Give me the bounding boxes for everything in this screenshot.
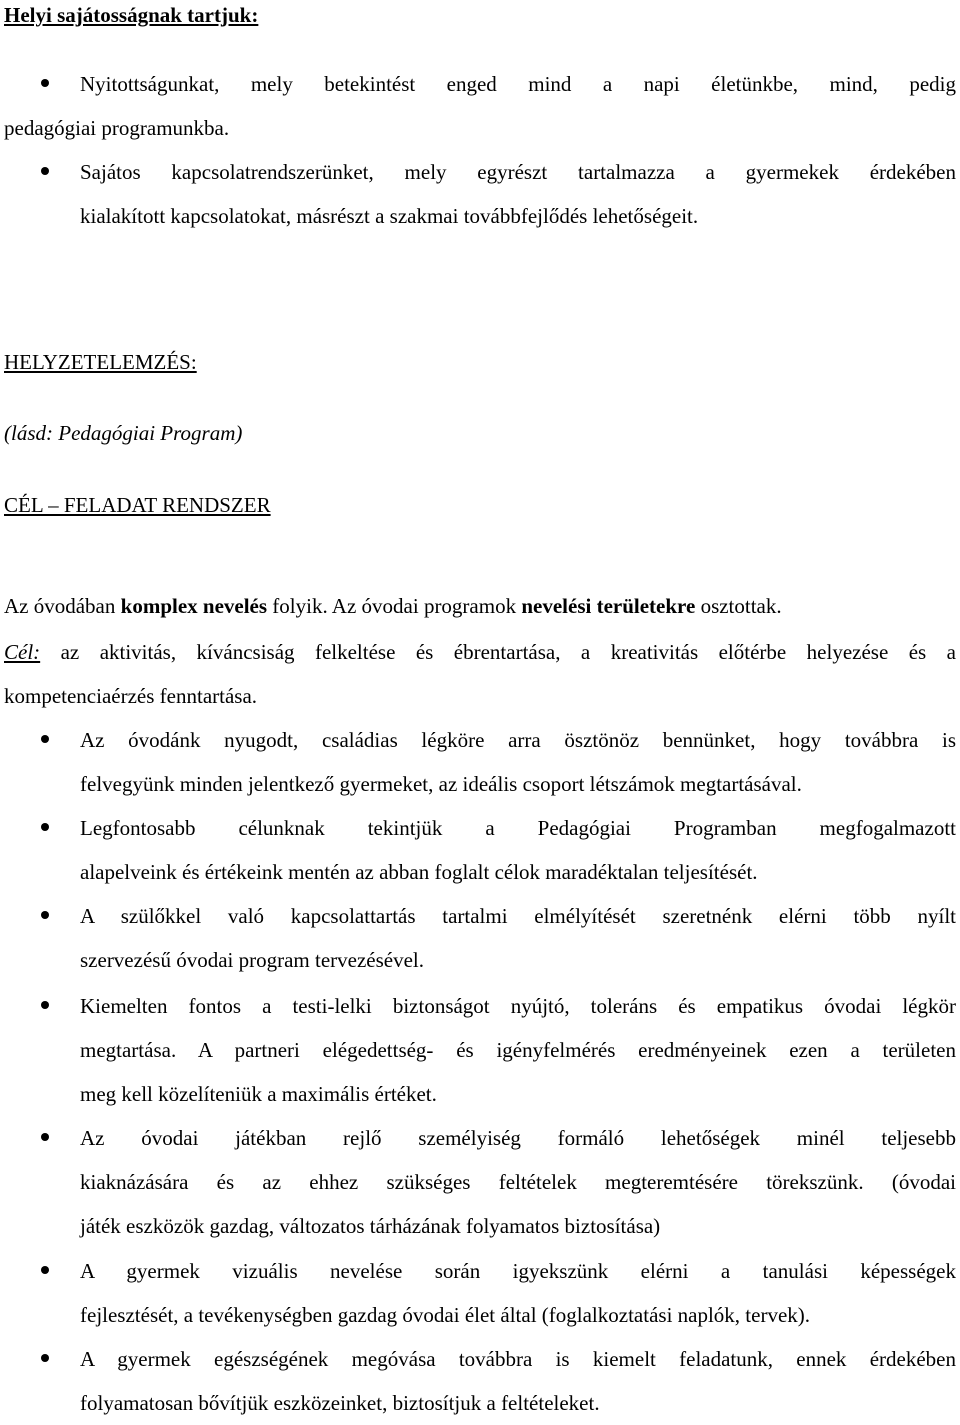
list-item-line: Nyitottságunkat, mely betekintést enged mind a napi életünkbe, mind, pedig	[80, 72, 956, 96]
list-item-line: Legfontosabb célunknak tekintjük a Pedagógiai Programban megfogalmazott	[80, 816, 956, 840]
goal-text: az aktivitás, kíváncsiság felkeltése és ébrentartása, a kreativitás előtérbe helyezése és a	[40, 640, 956, 664]
list-item-line: A gyermek vizuális nevelése során igyekszünk elérni a tanulási képességek	[80, 1259, 956, 1283]
list-item-line: A gyermek egészségének megóvása továbbra is kiemelt feladatunk, ennek érdekében	[80, 1347, 956, 1371]
list-item	[80, 718, 956, 806]
goal-line: kompetenciaérzés fenntartása.	[4, 684, 258, 708]
intro-emphasis: nevelési területekre	[521, 594, 696, 618]
list-item-line: fejlesztését, a tevékenységben gazdag óvodai élet által (foglalkoztatási naplók, tervek).	[80, 1303, 811, 1327]
list-item	[80, 1337, 956, 1425]
goal-paragraph	[4, 630, 956, 718]
bullet-icon	[41, 1354, 49, 1362]
list-item-line: alapelveink és értékeink mentén az abban foglalt célok maradéktalan teljesítését.	[80, 860, 758, 884]
bullet-icon	[41, 167, 49, 175]
list-item-line: Kiemelten fontos a testi-lelki biztonságot nyújtó, toleráns és empatikus óvodai légkör	[80, 994, 956, 1018]
goal-line	[4, 630, 956, 674]
list-item-continuation: kialakított kapcsolatokat, másrészt a szakmai továbbfejlődés lehetőségeit.	[80, 204, 699, 228]
list-item	[80, 984, 956, 1116]
bullet-icon	[41, 1133, 49, 1141]
list-item	[80, 1116, 956, 1248]
intro-text: folyik. Az óvodai programok	[267, 594, 522, 618]
list-item-line: folyamatosan bővítjük eszközeinket, biztosítjuk a feltételeket.	[80, 1391, 600, 1415]
list-item	[80, 894, 956, 982]
list-item-line: meg kell közelíteniük a maximális értéket.	[80, 1082, 437, 1106]
list-item-line: megtartása. A partneri elégedettség- és igényfelmérés eredményeinek ezen a területen	[80, 1038, 956, 1062]
list-item	[80, 806, 956, 894]
list-item	[80, 150, 956, 194]
bullet-icon	[41, 735, 49, 743]
list-item-line: Az óvodánk nyugodt, családias légköre arra ösztönöz bennünket, hogy továbbra is	[80, 728, 956, 752]
bullet-icon	[41, 1001, 49, 1009]
bullet-icon	[41, 79, 49, 87]
intro-emphasis: komplex nevelés	[120, 594, 268, 618]
list-item-line: Sajátos kapcsolatrendszerünket, mely egyrészt tartalmazza a gyermekek érdekében	[80, 160, 956, 184]
list-item-line: szervezésű óvodai program tervezésével.	[80, 948, 424, 972]
section-subtitle: (lásd: Pedagógiai Program)	[4, 421, 243, 445]
list-item-continuation: pedagógiai programunkba.	[4, 116, 230, 140]
list-item-line: A szülőkkel való kapcsolattartás tartalmi elmélyítését szeretnénk elérni több nyílt	[80, 904, 956, 928]
list-item-line: Az óvodai játékban rejlő személyiség formáló lehetőségek minél teljesebb	[80, 1126, 956, 1150]
list-item	[80, 62, 956, 106]
intro-text: Az óvodában	[4, 594, 121, 618]
bullet-icon	[41, 911, 49, 919]
list-item-line: játék eszközök gazdag, változatos tárházának folyamatos biztosítása)	[80, 1214, 661, 1238]
list-item-line: felvegyünk minden jelentkező gyermeket, az ideális csoport létszámok megtartásával.	[80, 772, 802, 796]
bullet-icon	[41, 823, 49, 831]
section-heading-local-features: Helyi sajátosságnak tartjuk:	[4, 3, 259, 27]
bullet-icon	[41, 1266, 49, 1274]
section-heading-situation-analysis: HELYZETELEMZÉS:	[4, 350, 197, 374]
intro-paragraph	[4, 584, 956, 628]
list-item-line: kiaknázására és az ehhez szükséges feltételek megteremtésére törekszünk. (óvodai	[80, 1170, 956, 1194]
section-heading-goal-task-system: CÉL – FELADAT RENDSZER	[4, 493, 271, 517]
goal-label: Cél:	[4, 640, 41, 664]
intro-text: osztottak.	[695, 594, 782, 618]
list-item	[80, 1249, 956, 1337]
